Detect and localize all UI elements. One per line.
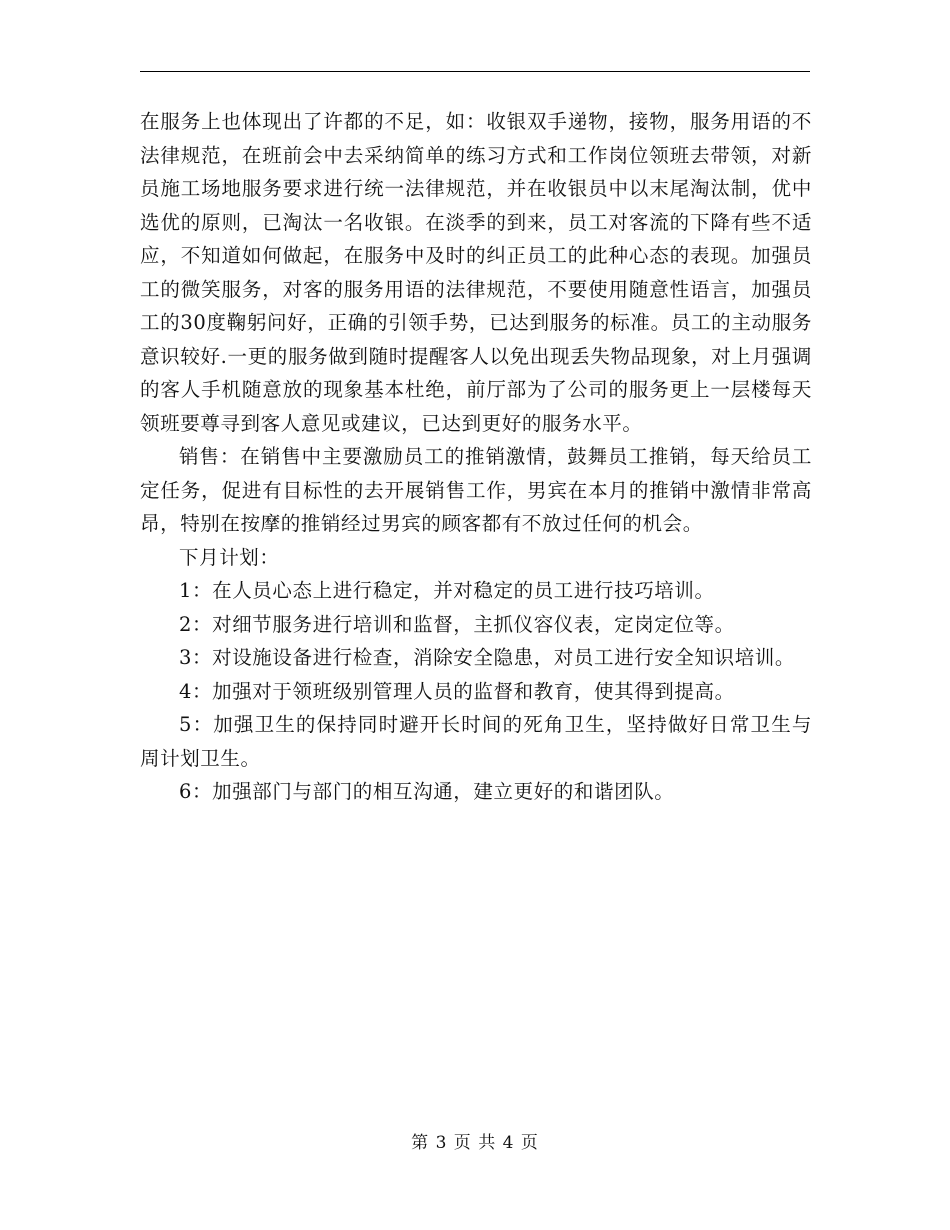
plan-item-6: 6：加强部门与部门的相互沟通，建立更好的和谐团队。 (179, 780, 675, 803)
footer-prefix: 第 (411, 1133, 430, 1153)
paragraph-service: 在服务上也体现出了许都的不足，如：收银双手递物，接物，服务用语的不法律规范，在班前会中去采纳简单的练习方式和工作岗位领班去带领，对新员施工场地服务要求进行统一法律规范，并在收银员中以末尾淘汰制，优中选优的原则，已淘汰一名收银。在淡季的到来，员工对客流的下降有些不适应，不知道如何做起，在服务中及时的纠正员工的此种心态的表现。加强员工的微笑服务，对客的服务用语的法律规范，不要使用随意性语言，加强员工的30度鞠躬问好，正确的引领手势，已达到服务的标准。员工的主动服务意识较好.一更的服务做到随时提醒客人以免出现丢失物品现象，对上月强调的客人手机随意放的现象基本杜绝，前厅部为了公司的服务更上一层楼每天领班要尊寻到客人意见或建议，已达到更好的服务水平。 (140, 110, 812, 435)
footer-suffix: 页 (520, 1133, 539, 1153)
footer-total-pages: 4 (502, 1133, 515, 1153)
header-rule (140, 71, 810, 72)
plan-item-3: 3：对设施设备进行检查，消除安全隐患，对员工进行安全知识培训。 (179, 646, 796, 669)
footer-middle: 页 共 (453, 1133, 497, 1153)
footer-current-page: 3 (435, 1133, 448, 1153)
plan-item-4: 4：加强对于领班级别管理人员的监督和教育，使其得到提高。 (179, 679, 735, 703)
paragraph-sales: 销售：在销售中主要激励员工的推销激情，鼓舞员工推销，每天给员工定任务，促进有目标性的去开展销售工作，男宾在本月的推销中激情非常高昂，特别在按摩的推销经过男宾的顾客都有不放过任何的机会。 (140, 445, 812, 535)
plan-item-1: 1：在人员心态上进行稳定，并对稳定的员工进行技巧培训。 (179, 579, 715, 602)
document-body (140, 105, 812, 809)
plan-item-5: 5：加强卫生的保持同时避开长时间的死角卫生，坚持做好日常卫生与周计划卫生。 (140, 713, 812, 770)
next-month-heading: 下月计划： (179, 545, 280, 569)
plan-item-2: 2：对细节服务进行培训和监督，主抓仪容仪表，定岗定位等。 (179, 612, 735, 636)
page-footer (0, 1128, 950, 1153)
